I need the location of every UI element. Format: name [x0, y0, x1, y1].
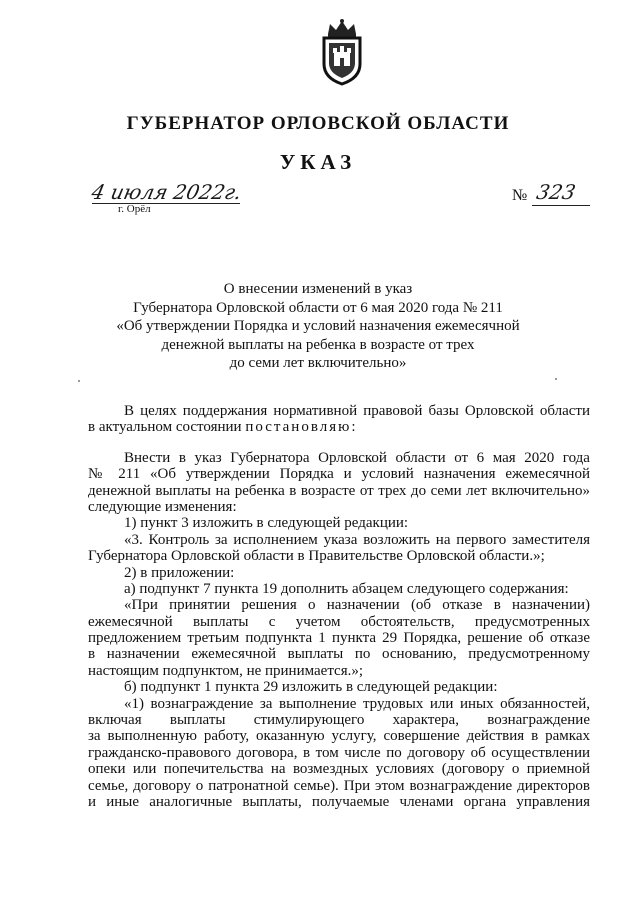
quote-1-line	[88, 712, 590, 728]
document-type: УКАЗ	[279, 150, 357, 174]
title-line: денежной выплаты на ребенка в возрасте от трех	[161, 336, 475, 353]
number-underline	[532, 205, 590, 206]
subitem-2b: б) подпункт 1 пункта 29 изложить в следующей редакции:	[124, 679, 498, 696]
word: выплаты	[169, 712, 226, 729]
word: с	[268, 613, 276, 630]
word: обстоятельств,	[360, 613, 455, 630]
title-line: до семи лет включительно»	[229, 355, 407, 371]
word: Орловской	[318, 449, 387, 466]
document-title	[88, 280, 548, 373]
quote-3-line: Губернатора Орловской области в Правительстве Орловской области.»;	[88, 548, 545, 565]
word: Губернатора	[230, 449, 310, 466]
word: в	[178, 449, 186, 466]
item1-line: денежной выплаты на ребенка в возрасте от трех до семи лет включительно»	[88, 482, 590, 499]
subitem-1: 1) пункт 3 изложить в следующей редакции:	[124, 515, 409, 532]
quote-7-line: предложением третьим подпункта 1 пункта 29 Порядка, решение об отказе	[88, 630, 590, 647]
word: вознаграждение	[487, 712, 590, 729]
handwritten-date: 4 июля 2022г.	[89, 180, 244, 204]
title-line: О внесении изменений в указ	[223, 281, 413, 297]
item1-line	[88, 450, 590, 466]
intro-line: В целях поддержания нормативной правовой базы Орловской области	[124, 403, 590, 419]
word: мая	[492, 449, 516, 466]
word: ежемесячной	[88, 613, 173, 630]
word: указ	[194, 449, 222, 466]
quote-1-line: за выполненную работу, оказанную услугу, совершение действия в рамках	[88, 728, 590, 745]
word: от	[454, 449, 469, 466]
word: Внести	[124, 449, 171, 466]
intro-prefix: в актуальном состоянии	[88, 419, 246, 436]
issuing-authority: ГУБЕРНАТОР ОРЛОВСКОЙ ОБЛАСТИ	[126, 113, 510, 134]
title-line: Губернатора Орловской области от 6 мая 2020 года № 211	[133, 299, 503, 316]
item1-line: № 211 «Об утверждении Порядка и условий назначения ежемесячной	[88, 466, 590, 483]
handwritten-number: 323	[534, 180, 578, 204]
quote-3-line: «3. Контроль за исполнением указа возложить на первого заместителя	[124, 531, 590, 548]
quote-7-line	[88, 614, 590, 630]
word: выплаты	[192, 613, 249, 630]
intro-suffix: :	[351, 419, 356, 436]
word: стимулирующего	[253, 712, 365, 729]
subitem-2: 2) в приложении:	[124, 564, 235, 581]
quote-7-line: в назначении ежемесячной выплаты по основанию, предусмотренному	[88, 646, 590, 663]
word: характера,	[392, 712, 459, 729]
city-label: г. Орёл	[118, 203, 151, 215]
scan-speck	[78, 380, 80, 382]
word: учетом	[295, 613, 341, 630]
quote-7-line: «При принятии решения о назначении (об отказе в назначении)	[124, 597, 590, 614]
paragraph-gap	[88, 436, 590, 450]
title-line: «Об утверждении Порядка и условий назначения ежемесячной	[116, 318, 520, 334]
word: 6	[476, 449, 485, 466]
subitem-2a: а) подпункт 7 пункта 19 дополнить абзацем следующего содержания:	[124, 580, 569, 597]
quote-1-line: и иные аналогичные выплаты, получаемые членами органа управления	[88, 793, 590, 810]
quote-1-line: семье, договору о патронатной семье). При этом вознаграждение директоров	[88, 777, 590, 794]
quote-1-line: опеки или попечительства на возмездных условиях (договору о приемной	[88, 761, 590, 778]
word: включая	[88, 712, 142, 729]
resolution-word: постановляю	[245, 419, 352, 436]
item1-line: следующие изменения:	[88, 498, 237, 515]
quote-7-line: настоящим подпунктом, не принимается.»;	[88, 662, 364, 679]
quote-1-line: гражданско-правового договора, в том числе по договору об осуществлении	[88, 744, 590, 761]
intro-line	[88, 419, 590, 435]
word: 2020	[524, 449, 555, 466]
word: предусмотренных	[474, 613, 590, 630]
document-body	[88, 403, 590, 810]
scan-speck	[555, 378, 557, 380]
word: года	[562, 449, 590, 466]
date-underline	[92, 203, 240, 204]
quote-1-line: «1) вознаграждение за выполнение трудовых или иных обязанностей,	[124, 695, 590, 712]
coat-of-arms-emblem	[316, 18, 368, 86]
word: области	[395, 449, 446, 466]
number-label: №	[512, 187, 528, 204]
